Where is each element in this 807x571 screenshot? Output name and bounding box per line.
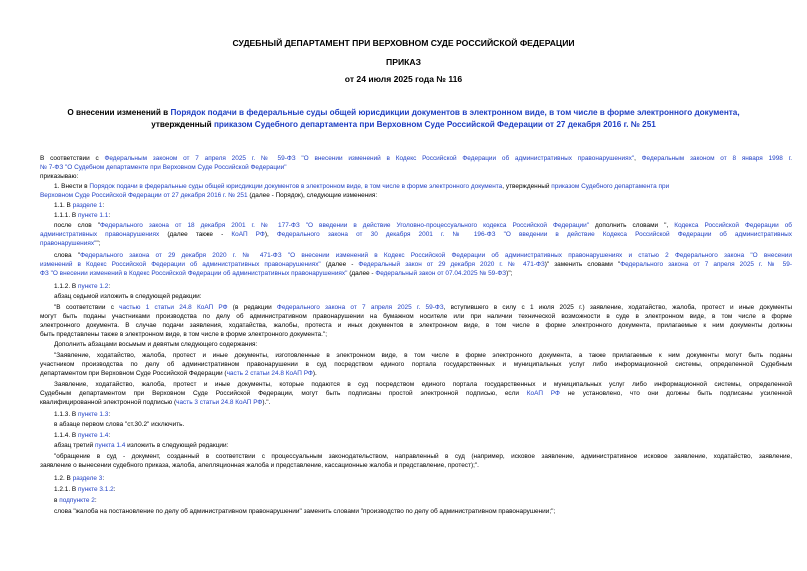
point-link[interactable]: пункта 1.4 <box>94 442 126 449</box>
law-link[interactable]: Федерального закона от 18 декабря 2001 г. № 177-ФЗ "О введении в действие Уголовно-процессуального кодекса Российской Федерации" <box>100 222 590 229</box>
amend-line: ФЗ "О внесении изменений в Кодекс Российской Федерации об административных правонарушениях" (далее - Федеральный закон от 07.04.2025 № 59-ФЗ)"; <box>40 270 513 277</box>
point-link[interactable]: пункте 3.1.2 <box>77 486 114 493</box>
item-1-2-1: 1.2.1. В пункте 3.1.2: <box>54 486 116 493</box>
law-link[interactable]: Федеральный закон от 07.04.2025 № 59-ФЗ <box>375 270 507 277</box>
amend-line: административных правонарушениях (далее также - КоАП РФ), Федерального закона от 30 декабря 2001 г. № 196-ФЗ "О введении в действие Кодекса Российской Федерации об административных <box>40 231 792 238</box>
law-link[interactable]: административных правонарушениях <box>40 231 160 238</box>
law-link[interactable]: Федеральным законом от 7 апреля 2025 г. № 59-ФЗ "О внесении изменений в Кодекс Российской Федерации об административных правонарушениях" <box>104 155 635 162</box>
point-link[interactable]: пункте 1.3 <box>77 411 109 418</box>
item-1-line: Верховном Суде Российской Федерации от 27 декабря 2016 г. № 251 (далее - Порядок), следующие изменения: <box>40 192 378 199</box>
point-link[interactable]: пункте 1.4 <box>77 432 109 439</box>
article-link[interactable]: частью 1 статьи 24.8 КоАП РФ <box>119 304 228 311</box>
subpoint-line: в подпункте 2: <box>54 497 97 504</box>
document-date-number: от 24 июля 2025 года № 116 <box>344 74 463 84</box>
item-1-2: 1.2. В разделе 3: <box>54 475 105 482</box>
law-link[interactable]: № 7-ФЗ "О Судебном департаменте при Верховном Суде Российской Федерации" <box>40 164 287 171</box>
organization-heading: СУДЕБНЫЙ ДЕПАРТАМЕНТ ПРИ ВЕРХОВНОМ СУДЕ РОССИЙСКОЙ ФЕДЕРАЦИИ <box>232 38 575 48</box>
amend-line: правонарушениях""; <box>40 240 101 247</box>
procedure-link[interactable]: Порядок подачи в федеральные суды общей юрисдикции документов в электронном виде, в том числе в форме электронного документа <box>89 183 503 190</box>
order-word: приказываю: <box>40 173 79 180</box>
law-link[interactable]: Федерального закона от 7 апреля 2025 г. № 59- <box>620 261 792 268</box>
preamble-line: В соответствии с Федеральным законом от 7 апреля 2025 г. № 59-ФЗ "О внесении изменений в Кодекс Российской Федерации об административных правонарушениях", Федеральным законом от 8 января 1998 г. <box>40 155 792 162</box>
law-link[interactable]: Федерального закона от 29 декабря 2020 г. № 471-ФЗ "О внесении изменений в Кодекс Российской Федерации об административных правонарушениях и статью 2 Федерального закона "О внесении <box>80 252 792 259</box>
amend-line: в абзаце первом слова "ст.30.2" исключить. <box>54 421 185 428</box>
quote-line: Заявление, ходатайство, жалоба, протест и иные документы, которые подаются в суд посредством единого портала государственных и муниципальных услуг либо информационной системы, определенной <box>54 381 792 388</box>
preamble-line <box>40 164 287 172</box>
subpoint-link[interactable]: подпункте 2 <box>59 497 95 504</box>
quote-line: квалифицированной электронной подписью (часть 3 статьи 24.8 КоАП РФ).". <box>40 399 271 406</box>
title-text: утвержденный <box>151 119 214 129</box>
law-link[interactable]: КоАП РФ <box>526 390 560 397</box>
amend-line: Дополнить абзацами восьмым и девятым следующего содержания: <box>54 341 258 348</box>
section-link[interactable]: разделе 1 <box>72 202 103 209</box>
quote-line: быть представлены также в электронном виде, в том числе в форме электронного документа."; <box>40 331 328 338</box>
quote-line: могут быть поданы участниками производства по делу об административном правонарушении на бумажном носителе или при наличии технической возможности в суде в электронном виде, в том числе в форме <box>40 313 792 320</box>
document-title <box>10 107 797 130</box>
law-link[interactable]: Федерального закона от 7 апреля 2025 г. 59-ФЗ <box>276 304 444 311</box>
item-1-1: 1.1. В разделе 1: <box>54 202 105 209</box>
order-link[interactable]: приказом Судебного департамента при <box>551 183 670 190</box>
item-1-1-4: 1.1.4. В пункте 1.4: <box>54 432 111 439</box>
item-1-1-1: 1.1.1. В пункте 1.1: <box>54 212 111 219</box>
law-link[interactable]: изменений в Кодекс Российской Федерации об административных правонарушениях" <box>40 261 321 268</box>
law-link[interactable]: КоАП РФ <box>231 231 265 238</box>
item-1-1-2: 1.1.2. В пункте 1.2: <box>54 283 111 290</box>
title-link-order[interactable]: приказом Судебного департамента при Верховном Суде Российской Федерации от 27 декабря 2016 г. № 251 <box>213 119 656 129</box>
law-link[interactable]: Федеральный закон от 29 декабря 2020 г. № 471-ФЗ <box>358 261 545 268</box>
quote-line: Судебным департаментом при Верховном Суде Российской Федерации, могут быть подписаны простой электронной подписью, если КоАП РФ не установлено, что они должны быть подписаны усиленной <box>40 390 793 397</box>
quote-line: "В соответствии с частью 1 статьи 24.8 КоАП РФ (в редакции Федерального закона от 7 апреля 2025 г. 59-ФЗ, вступившего в силу с 1 июля 2025 г.) заявление, ходатайство, жалоба, протест и иные документы <box>54 304 793 311</box>
article-link[interactable]: часть 2 статьи 24.8 КоАП РФ <box>226 370 313 377</box>
quote-line: заявление о вынесении судебного приказа, жалоба, апелляционная жалоба и представление, кассационные жалоба и представление, протест);". <box>40 462 479 469</box>
law-link[interactable]: Федерального закона от 30 декабря 2001 г. № 196-ФЗ "О введении в действие Кодекса Российской Федерации об административных <box>276 231 792 238</box>
article-link[interactable]: часть 3 статьи 24.8 КоАП РФ <box>176 399 263 406</box>
amend-line: слова "жалоба на постановление по делу об административном правонарушении" заменить словами "производство по делу об административном правонарушении;"; <box>54 508 556 515</box>
item-1-1-3: 1.1.3. В пункте 1.3: <box>54 411 111 418</box>
point-link[interactable]: пункте 1.1 <box>77 212 109 219</box>
document-type: ПРИКАЗ <box>386 57 421 67</box>
item-1-line: 1. Внести в Порядок подачи в федеральные суды общей юрисдикции документов в электронном виде, в том числе в форме электронного документа, утвержденный приказом Судебного департамента при <box>54 183 670 190</box>
quote-line: департаментом при Верховном Суде Российской Федерации (часть 2 статьи 24.8 КоАП РФ). <box>40 370 317 377</box>
quote-line: участником производства по делу об административном правонарушении в суд посредством единого портала государственных и муниципальных услуг либо информационной системы, определенной Судебным <box>40 361 792 368</box>
quote-line: "Заявление, ходатайство, жалоба, протест и иные документы, изготовленные в электронном виде, в том числе в форме электронного документа, а также прилагаемые к ним документы могут быть поданы <box>54 352 792 359</box>
law-link[interactable]: ФЗ "О внесении изменений в Кодекс Российской Федерации об административных правонарушениях" <box>40 270 348 277</box>
title-text: О внесении изменений в <box>67 108 171 117</box>
quote-line: "обращение в суд - документ, созданный в соответствии с процессуальным законодательством, направленный в суд (например, исковое заявление, административное исковое заявление, ходатайство, заявление, <box>54 453 792 460</box>
amend-line: абзац третий пункта 1.4 изложить в следующей редакции: <box>54 442 229 449</box>
title-link-procedure[interactable]: Порядок подачи в федеральные суды общей юрисдикции документов в электронном виде, в том числе в форме электронного документа, <box>170 108 740 117</box>
law-link[interactable]: Кодекса Российской Федерации об <box>674 222 792 229</box>
amend-line: после слов "Федерального закона от 18 декабря 2001 г. № 177-ФЗ "О введении в действие Уголовно-процессуального кодекса Российской Федерации" дополнить словами ", Кодекса Российской Федерации об <box>54 222 792 229</box>
law-link[interactable]: Федеральным законом от 8 января 1998 г. <box>641 155 792 162</box>
amend-line: абзац седьмой изложить в следующей редакции: <box>54 293 202 300</box>
point-link[interactable]: пункте 1.2 <box>77 283 109 290</box>
quote-line: электронного документа. В случае подачи заявления, ходатайства, жалобы, протеста и иных документов в электронном виде, в том числе в форме электронного документа, прилагаемые к ним документы должны <box>40 322 792 329</box>
order-link[interactable]: Верховном Суде Российской Федерации от 27 декабря 2016 г. № 251 <box>40 192 248 199</box>
amend-line: слова "Федерального закона от 29 декабря 2020 г. № 471-ФЗ "О внесении изменений в Кодекс Российской Федерации об административных правонарушениях и статью 2 Федерального закона "О внесении <box>54 252 792 259</box>
law-link[interactable]: правонарушениях" <box>40 240 97 247</box>
amend-line: изменений в Кодекс Российской Федерации об административных правонарушениях" (далее - Федеральный закон от 29 декабря 2020 г. № 471-ФЗ)" заменить словами "Федерального закона от 7 апреля 2025 г. № 59- <box>40 261 792 268</box>
section-link[interactable]: разделе 3 <box>72 475 103 482</box>
